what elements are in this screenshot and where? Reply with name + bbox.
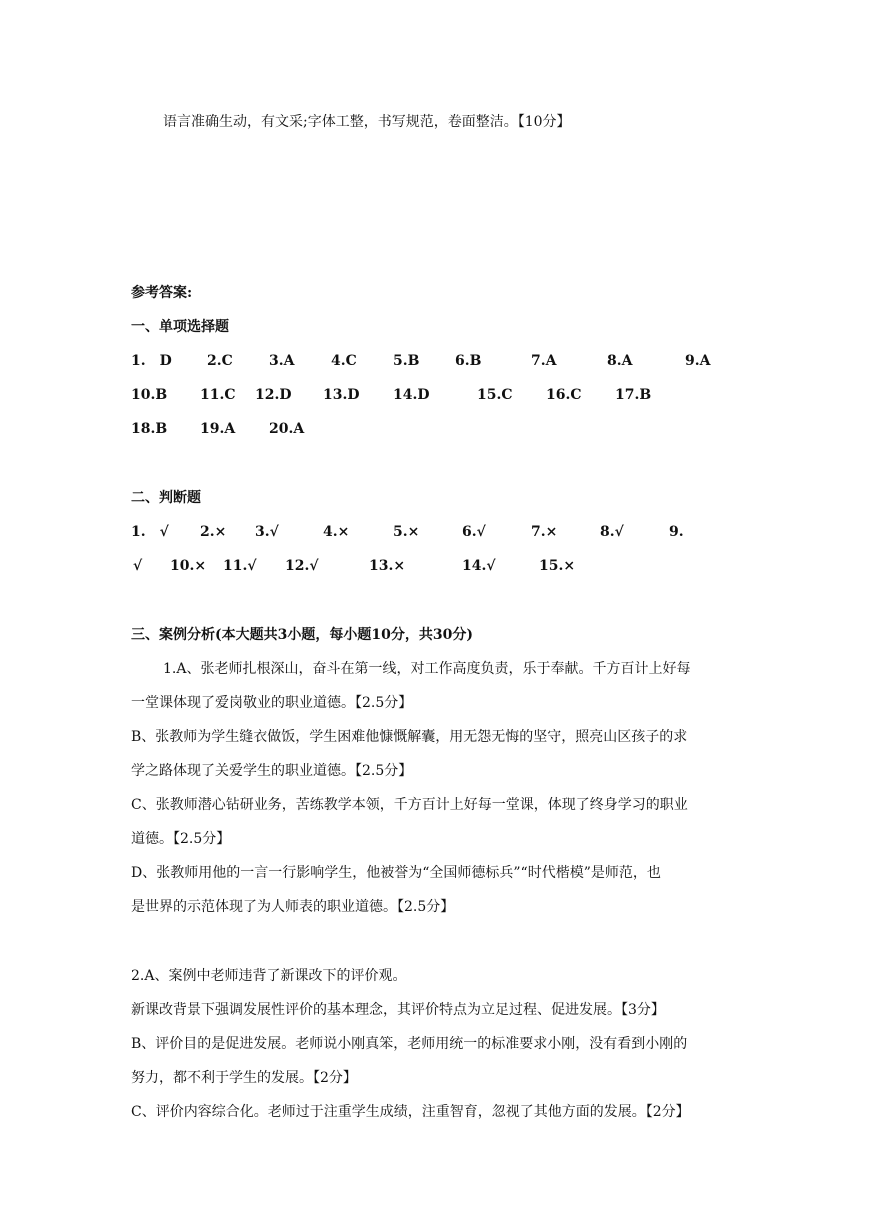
tf-answer-11: 11.√ (223, 558, 257, 574)
tf-answer-1: 1. √ (131, 524, 169, 540)
choice-answer-10: 10.B (131, 387, 168, 403)
choice-answer-1: 1. D (131, 353, 172, 369)
tf-answer-9-mark: √ (133, 558, 143, 574)
tf-answer-14: 14.√ (462, 558, 496, 574)
case-2-b-line-2: 努力，都不利于学生的发展。【2分】 (131, 1070, 357, 1086)
choice-answer-17: 17.B (615, 387, 652, 403)
choice-answer-8: 8.A (607, 353, 633, 369)
choice-answer-5: 5.B (393, 353, 420, 369)
case-2-a-line-2: 新课改背景下强调发展性评价的基本理念，其评价特点为立足过程、促进发展。【3分】 (131, 1002, 665, 1018)
choice-answer-9: 9.A (685, 353, 711, 369)
case-2-b-line-1: B、评价目的是促进发展。老师说小刚真笨，老师用统一的标准要求小刚，没有看到小刚的 (131, 1036, 688, 1052)
case-2-a-line-1: 2.A、案例中老师违背了新课改下的评价观。 (131, 968, 407, 984)
tf-answer-10: 10.× (170, 558, 207, 574)
choice-answer-14: 14.D (393, 387, 430, 403)
answer-heading: 参考答案: (131, 285, 193, 301)
choice-answer-19: 19.A (200, 421, 236, 437)
choice-answer-3: 3.A (269, 353, 295, 369)
choice-answer-7: 7.A (531, 353, 557, 369)
tf-answer-3: 3.√ (255, 524, 279, 540)
case-1-c-line-2: 道德。【2.5分】 (131, 831, 231, 847)
choice-answer-13: 13.D (323, 387, 360, 403)
section-heading-single-choice: 一、单项选择题 (131, 319, 229, 335)
tf-answer-13: 13.× (369, 558, 406, 574)
choice-answer-12: 12.D (255, 387, 292, 403)
case-1-b-line-2: 学之路体现了关爱学生的职业道德。【2.5分】 (131, 763, 413, 779)
case-1-a-line-2: 一堂课体现了爱岗敬业的职业道德。【2.5分】 (131, 695, 413, 711)
section-heading-case-analysis: 三、案例分析(本大题共3小题，每小题10分，共30分) (131, 627, 473, 643)
choice-answer-18: 18.B (131, 421, 168, 437)
choice-answer-2: 2.C (207, 353, 233, 369)
case-1-d-line-1: D、张教师用他的一言一行影响学生，他被誉为“全国师德标兵”“时代楷模”是师范，也 (131, 865, 661, 881)
tf-answer-8: 8.√ (600, 524, 624, 540)
choice-answer-6: 6.B (455, 353, 482, 369)
case-2-c-line-1: C、评价内容综合化。老师过于注重学生成绩，注重智育，忽视了其他方面的发展。【2分】 (131, 1104, 690, 1120)
case-1-c-line-1: C、张教师潜心钻研业务，苦练教学本领，千方百计上好每一堂课，体现了终身学习的职业 (131, 797, 688, 813)
choice-answer-11: 11.C (200, 387, 236, 403)
choice-answer-16: 16.C (546, 387, 582, 403)
choice-answer-20: 20.A (269, 421, 305, 437)
tf-answer-15: 15.× (539, 558, 576, 574)
tf-answer-4: 4.× (323, 524, 350, 540)
section-heading-true-false: 二、判断题 (131, 490, 201, 506)
tf-answer-2: 2.× (200, 524, 227, 540)
choice-answer-15: 15.C (477, 387, 513, 403)
case-1-a-line-1: 1.A、张老师扎根深山，奋斗在第一线，对工作高度负责，乐于奉献。千方百计上好每 (163, 661, 691, 677)
tf-answer-9-number: 9. (669, 524, 684, 540)
tf-answer-5: 5.× (393, 524, 420, 540)
choice-answer-4: 4.C (331, 353, 357, 369)
case-1-b-line-1: B、张教师为学生缝衣做饭，学生困难他慷慨解囊，用无怨无悔的坚守，照亮山区孩子的求 (131, 729, 688, 745)
tf-answer-7: 7.× (531, 524, 558, 540)
tf-answer-12: 12.√ (285, 558, 319, 574)
case-1-d-line-2: 是世界的示范体现了为人师表的职业道德。【2.5分】 (131, 899, 455, 915)
tf-answer-6: 6.√ (462, 524, 486, 540)
scoring-criteria-line: 语言准确生动，有文采;字体工整，书写规范，卷面整洁。【10分】 (163, 114, 571, 130)
